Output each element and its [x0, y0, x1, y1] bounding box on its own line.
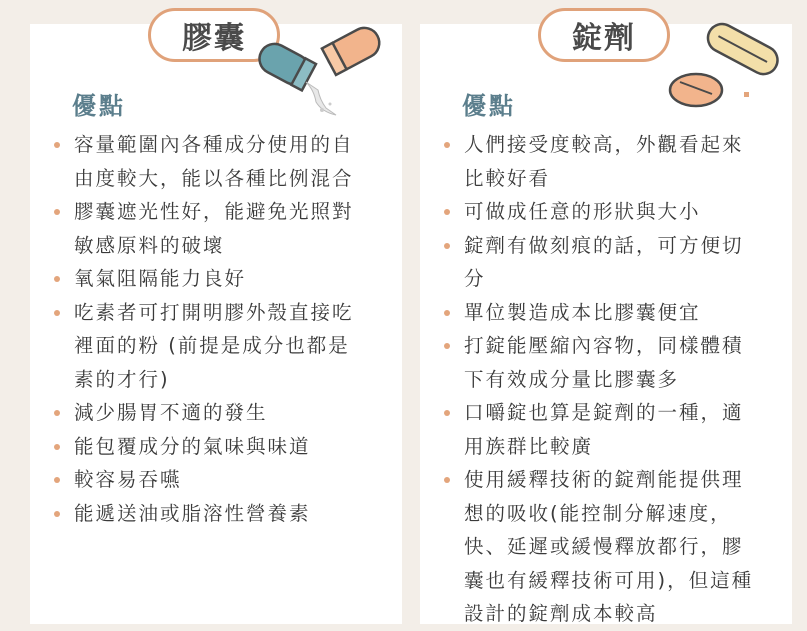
- list-item: 可做成任意的形狀與大小: [440, 195, 760, 229]
- capsule-section-title: 優點: [72, 92, 126, 120]
- list-item: 人們接受度較高，外觀看起來比較好看: [440, 128, 760, 195]
- tablet-illustration-icon: [666, 12, 786, 112]
- list-item: 吃素者可打開明膠外殼直接吃裡面的粉 (前提是成分也都是素的才行): [50, 296, 370, 397]
- capsule-illustration-icon: [256, 20, 386, 120]
- tablet-advantages-list: [440, 128, 760, 631]
- list-item: 單位製造成本比膠囊便宜: [440, 296, 760, 330]
- list-item: 容量範圍內各種成分使用的自由度較大，能以各種比例混合: [50, 128, 370, 195]
- list-item: 膠囊遮光性好，能避免光照對敏感原料的破壞: [50, 195, 370, 262]
- list-item: 口嚼錠也算是錠劑的一種，適用族群比較廣: [440, 396, 760, 463]
- capsule-advantages-list: [50, 128, 370, 530]
- list-item: 使用緩釋技術的錠劑能提供理想的吸收(能控制分解速度，快、延遲或緩慢釋放都行，膠囊也有緩釋技術可用)，但這種設計的錠劑成本較高: [440, 463, 760, 631]
- list-item: 能遞送油或脂溶性營養素: [50, 497, 370, 531]
- tablet-section-title: 優點: [462, 92, 516, 120]
- list-item: 減少腸胃不適的發生: [50, 396, 370, 430]
- list-item: 氧氣阻隔能力良好: [50, 262, 370, 296]
- list-item: 較容易吞嚥: [50, 463, 370, 497]
- list-item: 錠劑有做刻痕的話，可方便切分: [440, 229, 760, 296]
- list-item: 打錠能壓縮內容物，同樣體積下有效成分量比膠囊多: [440, 329, 760, 396]
- list-item: 能包覆成分的氣味與味道: [50, 430, 370, 464]
- tablet-title: 錠劑: [538, 8, 670, 62]
- capsule-title: 膠囊: [148, 8, 280, 62]
